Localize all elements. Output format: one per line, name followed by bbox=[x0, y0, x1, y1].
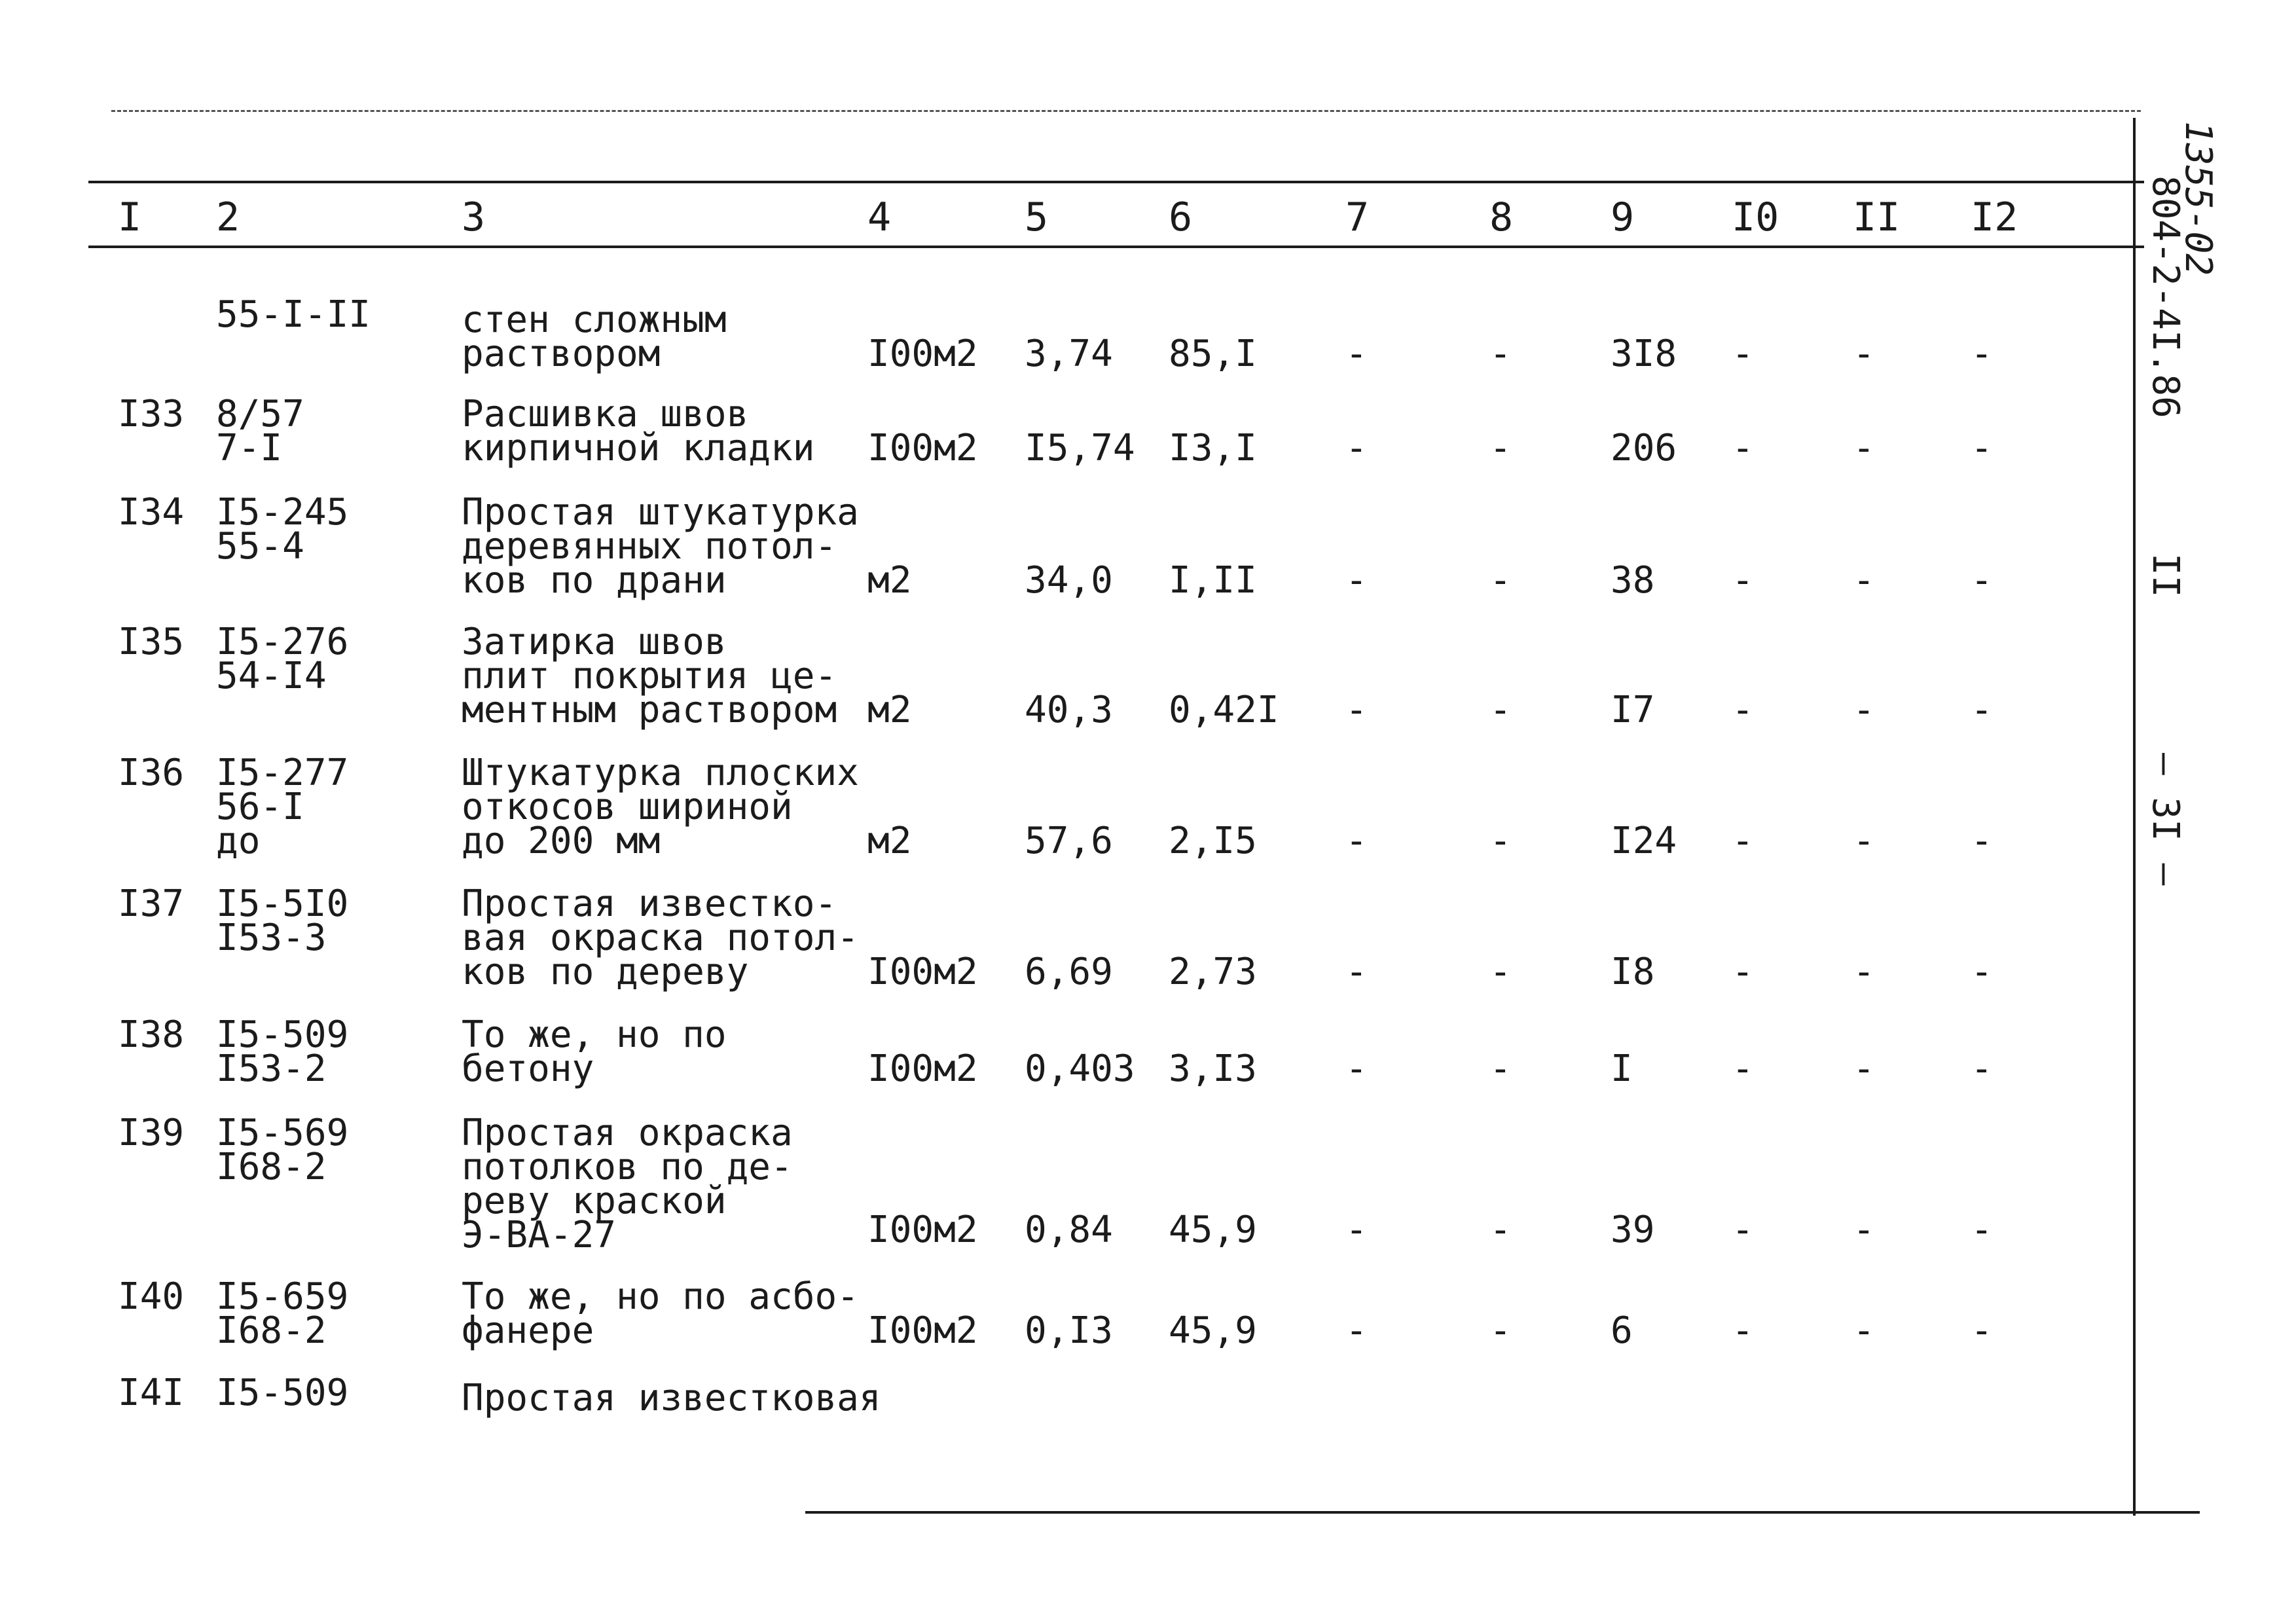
row-col11: - bbox=[1853, 333, 1875, 375]
row-col12: - bbox=[1971, 1209, 1993, 1251]
row-col9: I8 bbox=[1611, 951, 1655, 993]
row-description: То же, но по асбо- фанере bbox=[462, 1275, 859, 1352]
row-rate: 85,I bbox=[1169, 333, 1257, 375]
row-code: I5-509 I53-2 bbox=[216, 1013, 349, 1090]
row-col11: - bbox=[1853, 427, 1875, 469]
row-rate: I,II bbox=[1169, 559, 1257, 602]
row-quantity: 6,69 bbox=[1025, 951, 1113, 993]
row-rate: 2,73 bbox=[1169, 951, 1257, 993]
row-col8: - bbox=[1489, 951, 1512, 993]
row-col10: - bbox=[1732, 689, 1754, 731]
header-bottom-rule bbox=[88, 246, 2144, 248]
row-code: I5-659 I68-2 bbox=[216, 1275, 349, 1352]
header-col-3: 3 bbox=[462, 194, 486, 240]
header-col-1: I bbox=[118, 194, 142, 240]
header-col-10: I0 bbox=[1732, 194, 1779, 240]
row-col11: - bbox=[1853, 1209, 1875, 1251]
row-col7: - bbox=[1345, 1048, 1368, 1090]
header-col-9: 9 bbox=[1611, 194, 1635, 240]
header-col-8: 8 bbox=[1489, 194, 1514, 240]
row-unit: м2 bbox=[867, 689, 912, 731]
row-col9: 39 bbox=[1611, 1209, 1655, 1251]
row-unit: I00м2 bbox=[867, 1048, 978, 1090]
row-quantity: 57,6 bbox=[1025, 820, 1113, 862]
bottom-rule bbox=[805, 1511, 2200, 1514]
row-col9: 206 bbox=[1611, 427, 1677, 469]
row-col8: - bbox=[1489, 820, 1512, 862]
row-col11: - bbox=[1853, 951, 1875, 993]
row-col7: - bbox=[1345, 820, 1368, 862]
header-col-11: II bbox=[1853, 194, 1901, 240]
row-col7: - bbox=[1345, 427, 1368, 469]
row-description: Штукатурка плоских откосов шириной до 200 мм bbox=[462, 752, 859, 862]
row-col9: 6 bbox=[1611, 1309, 1633, 1352]
header-col-5: 5 bbox=[1025, 194, 1049, 240]
row-col10: - bbox=[1732, 1048, 1754, 1090]
row-description: Простая штукатурка деревянных потол- ков по драни bbox=[462, 491, 859, 602]
row-col10: - bbox=[1732, 333, 1754, 375]
row-code: I5-245 55-4 bbox=[216, 491, 349, 568]
row-col8: - bbox=[1489, 427, 1512, 469]
row-col7: - bbox=[1345, 559, 1368, 602]
row-col9: 3I8 bbox=[1611, 333, 1677, 375]
row-col7: - bbox=[1345, 1309, 1368, 1352]
row-col7: - bbox=[1345, 689, 1368, 731]
row-col12: - bbox=[1971, 1048, 1993, 1090]
row-col11: - bbox=[1853, 1048, 1875, 1090]
row-quantity: I5,74 bbox=[1025, 427, 1135, 469]
row-description: Затирка швов плит покрытия це- ментным раствором bbox=[462, 621, 837, 731]
row-col9: I7 bbox=[1611, 689, 1655, 731]
row-code: I5-277 56-I до bbox=[216, 752, 349, 862]
row-rate: 2,I5 bbox=[1169, 820, 1257, 862]
row-unit: I00м2 bbox=[867, 1309, 978, 1352]
page-number: — 3I — bbox=[2144, 753, 2187, 886]
row-col10: - bbox=[1732, 951, 1754, 993]
row-number: I4I bbox=[118, 1372, 185, 1414]
row-unit: I00м2 bbox=[867, 333, 978, 375]
row-description: То же, но по бетону bbox=[462, 1013, 727, 1090]
row-col8: - bbox=[1489, 1048, 1512, 1090]
row-number: I39 bbox=[118, 1112, 185, 1154]
row-quantity: 0,I3 bbox=[1025, 1309, 1113, 1352]
row-col10: - bbox=[1732, 427, 1754, 469]
row-rate: I3,I bbox=[1169, 427, 1257, 469]
row-col12: - bbox=[1971, 820, 1993, 862]
row-col9: 38 bbox=[1611, 559, 1655, 602]
row-number: I35 bbox=[118, 621, 185, 663]
row-col8: - bbox=[1489, 333, 1512, 375]
row-rate: 3,I3 bbox=[1169, 1048, 1257, 1090]
row-rate: 45,9 bbox=[1169, 1309, 1257, 1352]
row-number: I37 bbox=[118, 883, 185, 925]
row-rate: 45,9 bbox=[1169, 1209, 1257, 1251]
row-description: Простая известко- вая окраска потол- ков по дереву bbox=[462, 883, 859, 993]
row-description: стен сложным раствором bbox=[462, 299, 727, 375]
row-number: I34 bbox=[118, 491, 185, 534]
row-col8: - bbox=[1489, 1309, 1512, 1352]
stamp-number: 1355-02 bbox=[2177, 121, 2219, 276]
row-unit: I00м2 bbox=[867, 951, 978, 993]
row-col10: - bbox=[1732, 820, 1754, 862]
header-col-4: 4 bbox=[867, 194, 892, 240]
header-col-2: 2 bbox=[216, 194, 240, 240]
row-col11: - bbox=[1853, 820, 1875, 862]
row-rate: 0,42I bbox=[1169, 689, 1279, 731]
header-top-rule bbox=[88, 181, 2144, 183]
row-description: Расшивка швов кирпичной кладки bbox=[462, 393, 815, 469]
row-col8: - bbox=[1489, 689, 1512, 731]
row-unit: I00м2 bbox=[867, 427, 978, 469]
row-quantity: 34,0 bbox=[1025, 559, 1113, 602]
row-col9: I bbox=[1611, 1048, 1633, 1090]
row-number: I40 bbox=[118, 1275, 185, 1318]
row-code: 8/57 7-I bbox=[216, 393, 304, 469]
row-number: I36 bbox=[118, 752, 185, 794]
sheet-number: II bbox=[2144, 553, 2187, 598]
row-code: I5-569 I68-2 bbox=[216, 1112, 349, 1188]
row-number: I33 bbox=[118, 393, 185, 435]
row-number: I38 bbox=[118, 1013, 185, 1056]
row-code: I5-276 54-I4 bbox=[216, 621, 349, 697]
row-code: I5-5I0 I53-3 bbox=[216, 883, 349, 959]
row-code: 55-I-II bbox=[216, 293, 371, 336]
row-quantity: 0,84 bbox=[1025, 1209, 1113, 1251]
row-col7: - bbox=[1345, 333, 1368, 375]
top-dashed-trace bbox=[111, 110, 2141, 112]
row-col12: - bbox=[1971, 427, 1993, 469]
row-col12: - bbox=[1971, 1309, 1993, 1352]
header-col-6: 6 bbox=[1169, 194, 1193, 240]
row-col8: - bbox=[1489, 1209, 1512, 1251]
row-col12: - bbox=[1971, 559, 1993, 602]
row-unit: I00м2 bbox=[867, 1209, 978, 1251]
row-description: Простая известковая bbox=[462, 1377, 881, 1419]
row-description: Простая окраска потолков по де- реву краской Э-ВА-27 bbox=[462, 1112, 793, 1256]
row-col10: - bbox=[1732, 559, 1754, 602]
row-col11: - bbox=[1853, 689, 1875, 731]
row-col10: - bbox=[1732, 1209, 1754, 1251]
row-col9: I24 bbox=[1611, 820, 1677, 862]
document-code: 804-2-4I.86 bbox=[2144, 175, 2187, 418]
row-col8: - bbox=[1489, 559, 1512, 602]
row-unit: м2 bbox=[867, 559, 912, 602]
row-col11: - bbox=[1853, 1309, 1875, 1352]
row-col11: - bbox=[1853, 559, 1875, 602]
header-col-7: 7 bbox=[1345, 194, 1370, 240]
row-quantity: 40,3 bbox=[1025, 689, 1113, 731]
row-col12: - bbox=[1971, 689, 1993, 731]
header-col-12: I2 bbox=[1971, 194, 2018, 240]
row-col7: - bbox=[1345, 951, 1368, 993]
row-col10: - bbox=[1732, 1309, 1754, 1352]
row-col7: - bbox=[1345, 1209, 1368, 1251]
row-quantity: 0,403 bbox=[1025, 1048, 1135, 1090]
row-unit: м2 bbox=[867, 820, 912, 862]
row-quantity: 3,74 bbox=[1025, 333, 1113, 375]
right-frame-line bbox=[2133, 118, 2136, 1516]
row-code: I5-509 bbox=[216, 1372, 349, 1414]
row-col12: - bbox=[1971, 951, 1993, 993]
row-col12: - bbox=[1971, 333, 1993, 375]
